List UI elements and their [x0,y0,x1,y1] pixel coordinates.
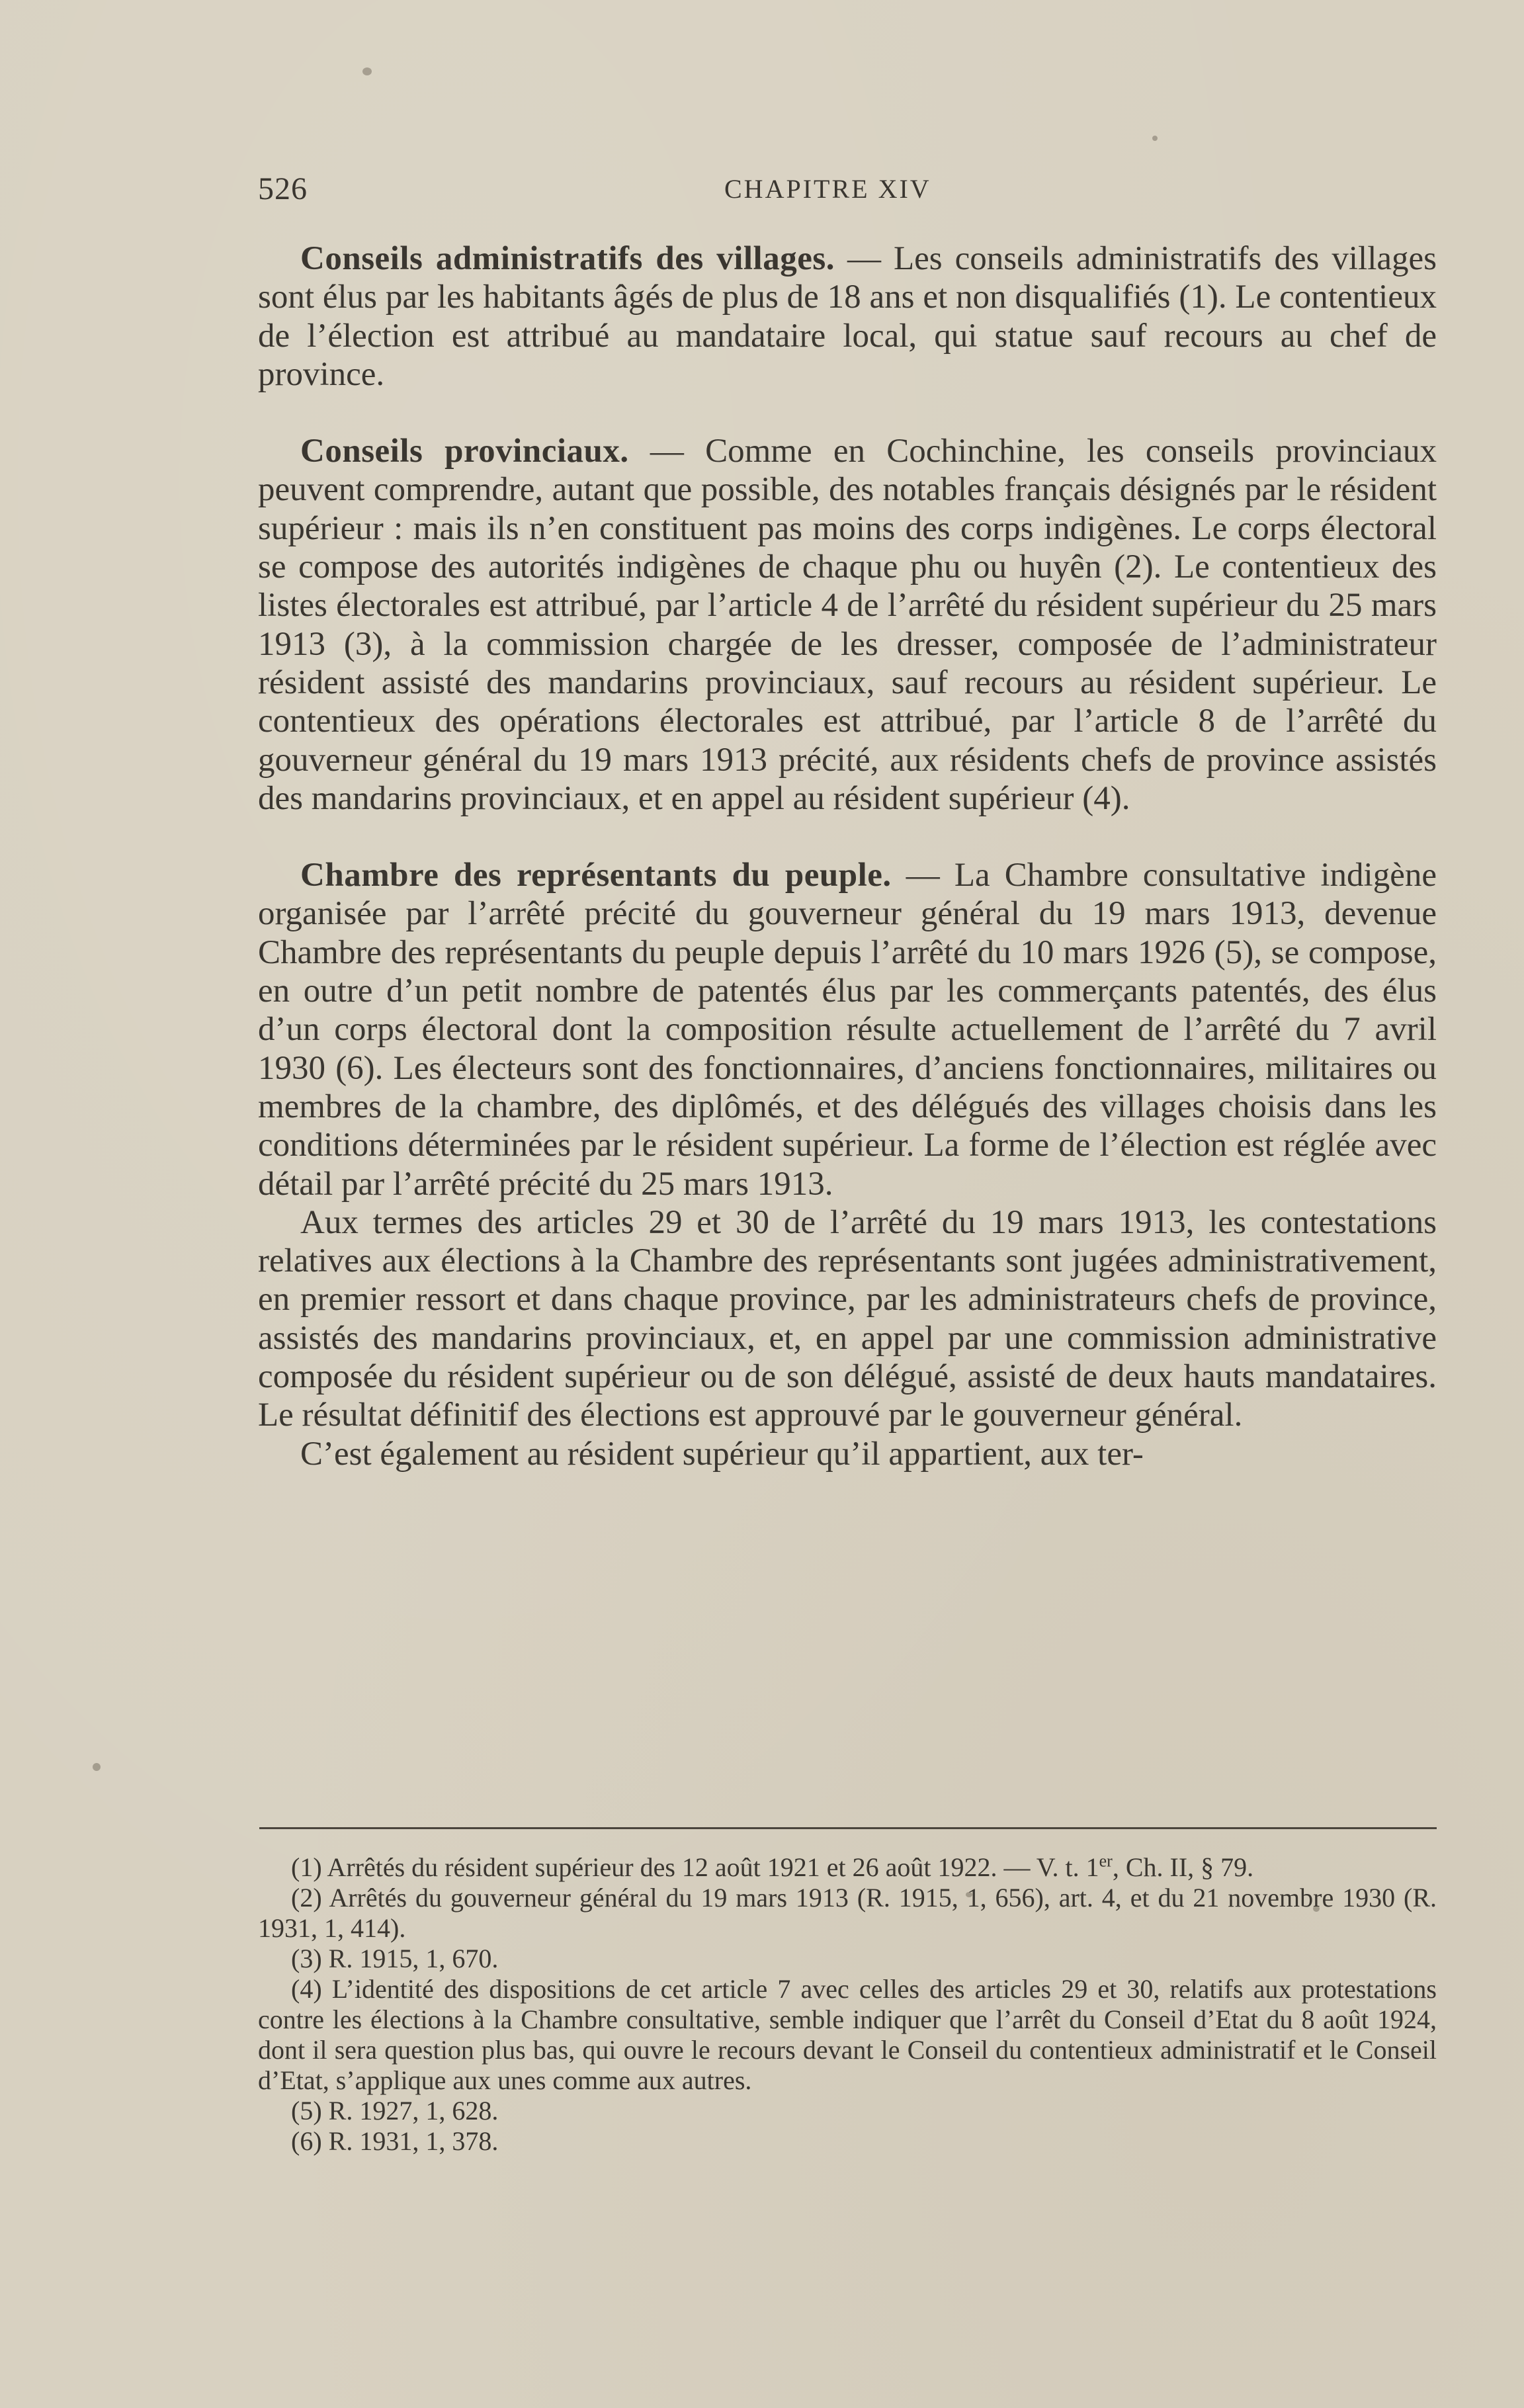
section-heading: Conseils administratifs des villages. [300,240,835,277]
footnote-rule [259,1827,1437,1829]
footnote-text: (6) R. 1931, 1, 378. [291,2126,499,2156]
footnotes [258,1852,1437,2157]
section-heading: Conseils provinciaux. [300,433,629,470]
paragraph-contestations [258,1203,1437,1435]
footnote-3 [258,1944,1437,1974]
paragraph-continuation [258,1435,1437,1473]
body-text [258,239,1437,1473]
paragraph-chambre-representants [258,856,1437,1203]
paper-speck [93,1763,101,1771]
page-number: 526 [258,171,308,206]
footnote-text: (2) Arrêtés du gouverneur général du 19 mars 1913 (R. 1915, 1, 656), art. 4, et du 21 novembre 1930 (R. 1931, 1, 414). [258,1883,1437,1943]
paper-speck [362,67,372,75]
footnote-1 [258,1852,1437,1883]
paper-speck [966,1892,972,1897]
section-heading: Chambre des représentants du peuple. [300,857,892,894]
footnote-4 [258,1974,1437,2096]
running-head [258,171,1435,210]
footnote-text: (3) R. 1915, 1, 670. [291,1944,499,1973]
paragraph-text: — Comme en Cochinchine, les conseils provinciaux peuvent comprendre, autant que possible, des notables français désignés par le résident supérieur : mais ils n’en constituent pas moins des corps indigènes. Le corps électoral se compose des autorités indigènes de chaque phu ou huyên (2). Le contentieux des listes électorales est attribué, par l’article 4 de l’arrêté du résident supérieur du 25 mars 1913 (3), à la commission chargée de les dresser, composée de l’administrateur résident assisté des mandarins provinciaux, sauf recours au résident supérieur. Le contentieux des opérations électorales est attribué, par l’article 8 de l’arrêté du gouverneur général du 19 mars 1913 précité, aux résidents chefs de province assistés des mandarins provinciaux, et en appel au résident supérieur (4). [258,433,1437,817]
footnote-text-tail: , Ch. II, § 79. [1112,1852,1254,1882]
footnote-text: (5) R. 1927, 1, 628. [291,2096,499,2126]
paragraph-conseils-villages [258,239,1437,394]
footnote-5 [258,2096,1437,2126]
footnote-text: (4) L’identité des dispositions de cet article 7 avec celles des articles 29 et 30, relatifs aux protestations contre les élections à la Chambre consultative, semble indiquer que l’arrêt du Conseil d’Etat du 8 août 1924, dont il sera question plus bas, qui ouvre le recours devant le Conseil du contentieux administratif et le Conseil d’Etat, s’applique aux unes comme aux autres. [258,1974,1437,2095]
paper-speck [1152,136,1158,141]
paragraph-text: — Les conseils administratifs des villages sont élus par les habitants âgés de plus de 18 ans et non disqualifiés (1). Le contentieux de l’élection est attribué au mandataire local, qui statue sauf recours au chef de province. [258,240,1437,393]
footnote-superscript: er [1099,1851,1113,1871]
paragraph-text: C’est également au résident supérieur qu’il appartient, aux ter- [300,1435,1144,1473]
paragraph-text: Aux termes des articles 29 et 30 de l’arrêté du 19 mars 1913, les contestations relatives aux élections à la Chambre des représentants sont jugées administrativement, en premier ressort et dans chaque province, par les administrateurs chefs de province, assistés des mandarins provinciaux, et, en appel par une commission administrative composée du résident supérieur ou de son délégué, assisté de deux hauts mandataires. Le résultat définitif des élections est approuvé par le gouverneur général. [258,1203,1437,1434]
chapter-title: CHAPITRE XIV [724,174,931,204]
paragraph-text: — La Chambre consultative indigène organisée par l’arrêté précité du gouverneur général du 19 mars 1913, devenue Chambre des représentants du peuple depuis l’arrêté du 10 mars 1926 (5), se compose, en outre d’un petit nombre de patentés élus par les commerçants patentés, des élus d’un corps électoral dont la composition résulte actuellement de l’arrêté du 7 avril 1930 (6). Les électeurs sont des fonctionnaires, d’anciens fonctionnaires, militaires ou membres de la chambre, des diplômés, et des délégués des villages choisis dans les conditions déterminées par le résident supérieur. La forme de l’élection est réglée avec détail par l’arrêté précité du 25 mars 1913. [258,857,1437,1203]
paragraph-conseils-provinciaux [258,432,1437,818]
footnote-6 [258,2126,1437,2157]
footnote-2 [258,1883,1437,1944]
paper-speck [1313,1905,1320,1912]
footnote-text: (1) Arrêtés du résident supérieur des 12 août 1921 et 26 août 1922. — V. t. 1 [291,1852,1099,1882]
